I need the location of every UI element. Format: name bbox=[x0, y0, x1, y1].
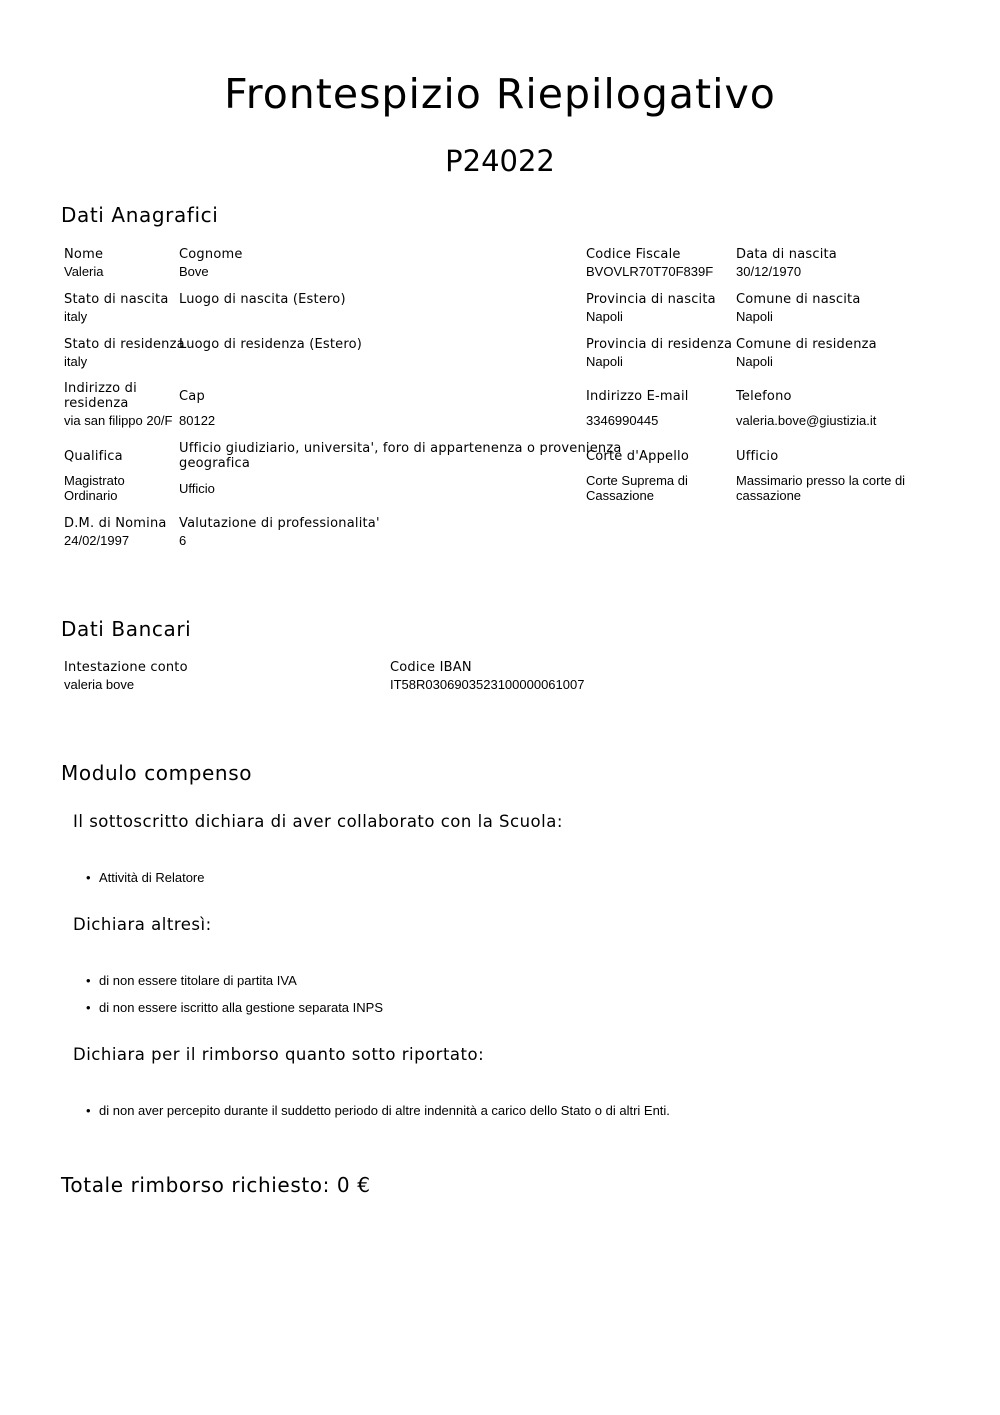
email-value: 3346990445 bbox=[586, 413, 659, 428]
indirizzo-residenza-label-line1: Indirizzo di bbox=[64, 381, 137, 396]
email-label: Indirizzo E-mail bbox=[586, 389, 689, 404]
provincia-residenza-value: Napoli bbox=[586, 354, 623, 369]
comune-residenza-value: Napoli bbox=[736, 354, 773, 369]
provincia-nascita-label: Provincia di nascita bbox=[586, 292, 716, 307]
comune-nascita-label: Comune di nascita bbox=[736, 292, 861, 307]
stato-nascita-value: italy bbox=[64, 309, 88, 324]
corte-appello-value-line2: Cassazione bbox=[586, 488, 654, 503]
dichiara-item: di non essere titolare di partita IVA bbox=[99, 973, 297, 988]
iban-label: Codice IBAN bbox=[390, 660, 472, 675]
cap-label: Cap bbox=[179, 389, 205, 404]
qualifica-value-line2: Ordinario bbox=[64, 488, 118, 503]
iban-value: IT58R0306903523100000061007 bbox=[390, 677, 585, 692]
codice-fiscale-label: Codice Fiscale bbox=[586, 247, 681, 262]
ufficio-value-line2: cassazione bbox=[736, 488, 802, 503]
cap-value: 80122 bbox=[179, 413, 216, 428]
ufficio-value-line1: Massimario presso la corte di bbox=[736, 473, 906, 488]
data-nascita-value: 30/12/1970 bbox=[736, 264, 802, 279]
ufficio-giudiziario-label-line1: Ufficio giudiziario, universita', foro di appartenenza o provenienza bbox=[179, 441, 622, 456]
nome-label: Nome bbox=[64, 247, 104, 262]
intestazione-label: Intestazione conto bbox=[64, 660, 188, 675]
corte-appello-value-line1: Corte Suprema di bbox=[586, 473, 688, 488]
collaborazione-heading: Il sottoscritto dichiara di aver collaborato con la Scuola: bbox=[73, 812, 563, 831]
nome-value: Valeria bbox=[64, 264, 104, 279]
rimborso-heading: Dichiara per il rimborso quanto sotto riportato: bbox=[73, 1045, 485, 1064]
document-title: Frontespizio Riepilogativo bbox=[224, 70, 776, 118]
cognome-label: Cognome bbox=[179, 247, 243, 262]
document-code: P24022 bbox=[445, 144, 555, 178]
list-item: • di non essere titolare di partita IVA bbox=[86, 973, 297, 988]
codice-fiscale-value: BVOVLR70T70F839F bbox=[586, 264, 714, 279]
provincia-residenza-label: Provincia di residenza bbox=[586, 337, 733, 352]
provincia-nascita-value: Napoli bbox=[586, 309, 623, 324]
dm-nomina-value: 24/02/1997 bbox=[64, 533, 130, 548]
list-item: • di non aver percepito durante il suddetto periodo di altre indennità a carico dello Stato o di altri Enti. bbox=[86, 1103, 670, 1118]
data-nascita-label: Data di nascita bbox=[736, 247, 837, 262]
stato-residenza-label: Stato di residenza bbox=[64, 337, 185, 352]
indirizzo-residenza-label-line2: residenza bbox=[64, 396, 129, 411]
stato-nascita-label: Stato di nascita bbox=[64, 292, 169, 307]
valutazione-label: Valutazione di professionalita' bbox=[179, 516, 380, 531]
ufficio-giudiziario-label-line2: geografica bbox=[179, 456, 251, 471]
qualifica-value-line1: Magistrato bbox=[64, 473, 125, 488]
comune-nascita-value: Napoli bbox=[736, 309, 773, 324]
telefono-label: Telefono bbox=[736, 389, 792, 404]
list-item: • di non essere iscritto alla gestione separata INPS bbox=[86, 1000, 383, 1015]
corte-appello-label: Corte d'Appello bbox=[586, 449, 690, 464]
stato-residenza-value: italy bbox=[64, 354, 88, 369]
rimborso-item: di non aver percepito durante il suddetto periodo di altre indennità a carico dello Stato o di altri Enti. bbox=[99, 1103, 670, 1118]
dm-nomina-label: D.M. di Nomina bbox=[64, 516, 167, 531]
ufficio-label: Ufficio bbox=[736, 449, 779, 464]
intestazione-value: valeria bove bbox=[64, 677, 135, 692]
luogo-residenza-estero-label: Luogo di residenza (Estero) bbox=[179, 337, 363, 352]
section-title-modulo: Modulo compenso bbox=[61, 761, 253, 785]
collaborazione-item: Attività di Relatore bbox=[99, 870, 205, 885]
comune-residenza-label: Comune di residenza bbox=[736, 337, 877, 352]
telefono-value: valeria.bove@giustizia.it bbox=[736, 413, 877, 428]
ufficio-giudiziario-value: Ufficio bbox=[179, 481, 215, 496]
indirizzo-residenza-value: via san filippo 20/F bbox=[64, 413, 173, 428]
luogo-nascita-estero-label: Luogo di nascita (Estero) bbox=[179, 292, 346, 307]
valutazione-value: 6 bbox=[179, 533, 187, 548]
cognome-value: Bove bbox=[179, 264, 209, 279]
qualifica-label: Qualifica bbox=[64, 449, 123, 464]
totale-rimborso: Totale rimborso richiesto: 0 € bbox=[61, 1173, 371, 1197]
dichiara-heading: Dichiara altresì: bbox=[73, 915, 212, 934]
dichiara-item: di non essere iscritto alla gestione separata INPS bbox=[99, 1000, 383, 1015]
list-item: • Attività di Relatore bbox=[86, 870, 205, 885]
section-title-bancari: Dati Bancari bbox=[61, 617, 192, 641]
section-title-anagrafici: Dati Anagrafici bbox=[61, 203, 219, 227]
